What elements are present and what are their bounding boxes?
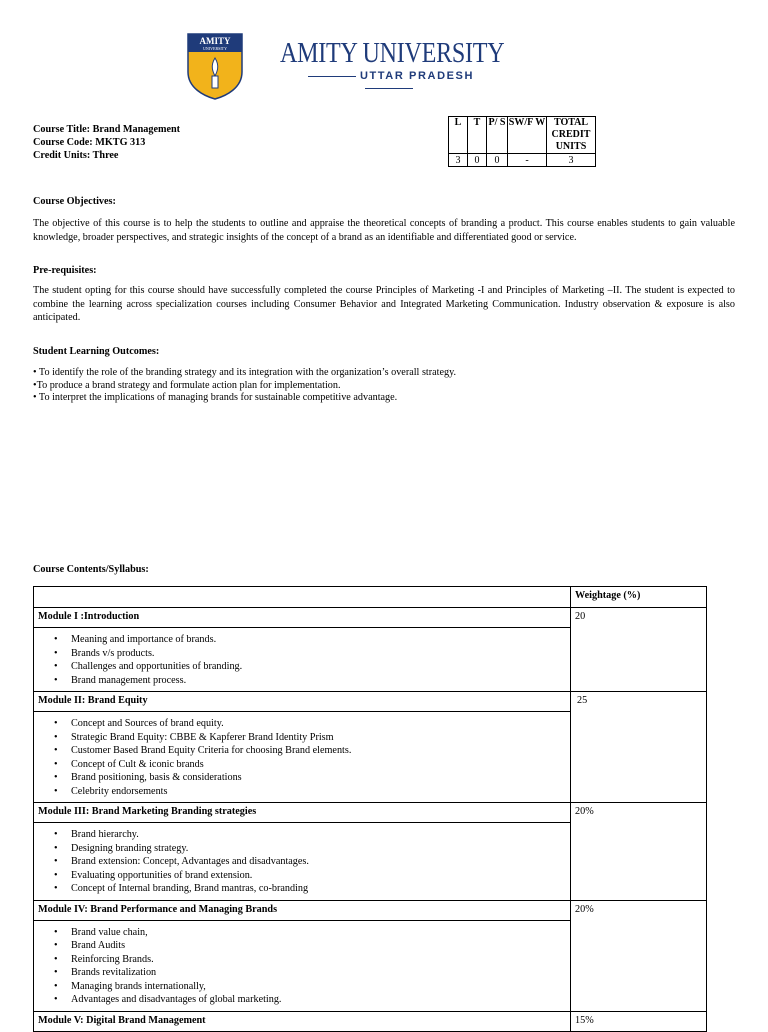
amity-logo-icon <box>186 32 244 100</box>
syllabus-heading: Course Contents/Syllabus: <box>33 564 149 575</box>
module-body <box>34 628 571 692</box>
list-item: • Brand hierarchy. <box>71 828 570 842</box>
university-name: AMITY UNIVERSITY <box>280 38 505 69</box>
module-weight: 20% <box>571 803 707 901</box>
module-weight: 20% <box>571 900 707 1011</box>
header-t: T <box>468 117 487 154</box>
list-item: • Brand value chain, <box>71 926 570 940</box>
list-item: • Brand management process. <box>71 674 570 688</box>
prerequisites-heading: Pre-requisites: <box>33 265 97 276</box>
module-title: Module II: Brand Equity <box>34 692 571 712</box>
list-item: • Celebrity endorsements <box>71 785 570 799</box>
module-body <box>34 712 571 803</box>
outcomes-heading: Student Learning Outcomes: <box>33 346 160 357</box>
module-title: Module IV: Brand Performance and Managing Brands <box>34 900 571 920</box>
outcome-item: • To identify the role of the branding strategy and its integration with the organization’s overall strategy. <box>33 367 457 378</box>
credit-units: Credit Units: Three <box>33 150 119 161</box>
course-title: Course Title: Brand Management <box>33 124 181 135</box>
divider-right <box>365 88 413 89</box>
location-text: UTTAR PRADESH <box>359 70 475 82</box>
objectives-text: The objective of this course is to help the students to outline and appraise the theoretical concepts of branding a product. This course enables students to gain valuable knowledge, broader perspectives, and strategic insights of the concept of a brand as an identifiable and differentiated good or service. <box>33 218 735 243</box>
logo-subtext: UNIVERSITY <box>203 46 227 51</box>
list-item: • Brand extension: Concept, Advantages and disadvantages. <box>71 855 570 869</box>
course-code: Course Code: MKTG 313 <box>33 137 146 148</box>
list-item: • Brand positioning, basis & considerations <box>71 771 570 785</box>
value-t: 0 <box>468 154 487 167</box>
module-body <box>34 920 571 1011</box>
module-title: Module I :Introduction <box>34 608 571 628</box>
module-title: Module V: Digital Brand Management <box>34 1011 571 1031</box>
list-item: • Customer Based Brand Equity Criteria for choosing Brand elements. <box>71 744 570 758</box>
credit-table <box>448 116 596 167</box>
objectives-heading: Course Objectives: <box>33 196 116 207</box>
list-item: • Brands revitalization <box>71 966 570 980</box>
value-ps: 0 <box>487 154 508 167</box>
value-total: 3 <box>547 154 596 167</box>
header-total: TOTAL CREDIT UNITS <box>547 117 596 154</box>
module-weight: 20 <box>571 608 707 692</box>
syllabus-table <box>33 586 707 1032</box>
list-item: • Designing branding strategy. <box>71 842 570 856</box>
list-item: • Managing brands internationally, <box>71 980 570 994</box>
module-weight: 15% <box>571 1011 707 1031</box>
list-item: • Reinforcing Brands. <box>71 953 570 967</box>
header-swfw: SW/F W <box>508 117 547 154</box>
weightage-header: Weightage (%) <box>571 587 707 608</box>
list-item: • Meaning and importance of brands. <box>71 633 570 647</box>
list-item: • Challenges and opportunities of branding. <box>71 660 570 674</box>
outcomes-list <box>33 367 456 405</box>
outcome-item: • To interpret the implications of managing brands for sustainable competitive advantage. <box>33 392 398 403</box>
list-item: • Brand Audits <box>71 939 570 953</box>
module-weight: 25 <box>571 692 707 803</box>
header-ps: P/ S <box>487 117 508 154</box>
list-item: • Concept of Cult & iconic brands <box>71 758 570 772</box>
list-item: • Evaluating opportunities of brand extension. <box>71 869 570 883</box>
prerequisites-text: The student opting for this course should have successfully completed the course Principles of Marketing -I and Principles of Marketing –II. The student is expected to combine the learning across specialization courses including Consumer Behavior and Integrated Marketing Communication. Industry observation & exposure is also anticipated. <box>33 285 735 323</box>
course-info <box>33 123 180 162</box>
list-item: • Advantages and disadvantages of global marketing. <box>71 993 570 1007</box>
value-l: 3 <box>449 154 468 167</box>
module-title: Module III: Brand Marketing Branding strategies <box>34 803 571 823</box>
value-swfw: - <box>508 154 547 167</box>
list-item: • Strategic Brand Equity: CBBE & Kapferer Brand Identity Prism <box>71 731 570 745</box>
list-item: • Brands v/s products. <box>71 647 570 661</box>
divider-left <box>308 76 356 77</box>
module-body <box>34 823 571 901</box>
header-l: L <box>449 117 468 154</box>
syllabus-header-blank <box>34 587 571 608</box>
list-item: • Concept of Internal branding, Brand mantras, co-branding <box>71 882 570 896</box>
outcome-item: •To produce a brand strategy and formulate action plan for implementation. <box>33 379 341 391</box>
university-location <box>284 70 494 94</box>
logo-text: AMITY <box>199 36 231 46</box>
list-item: • Concept and Sources of brand equity. <box>71 717 570 731</box>
